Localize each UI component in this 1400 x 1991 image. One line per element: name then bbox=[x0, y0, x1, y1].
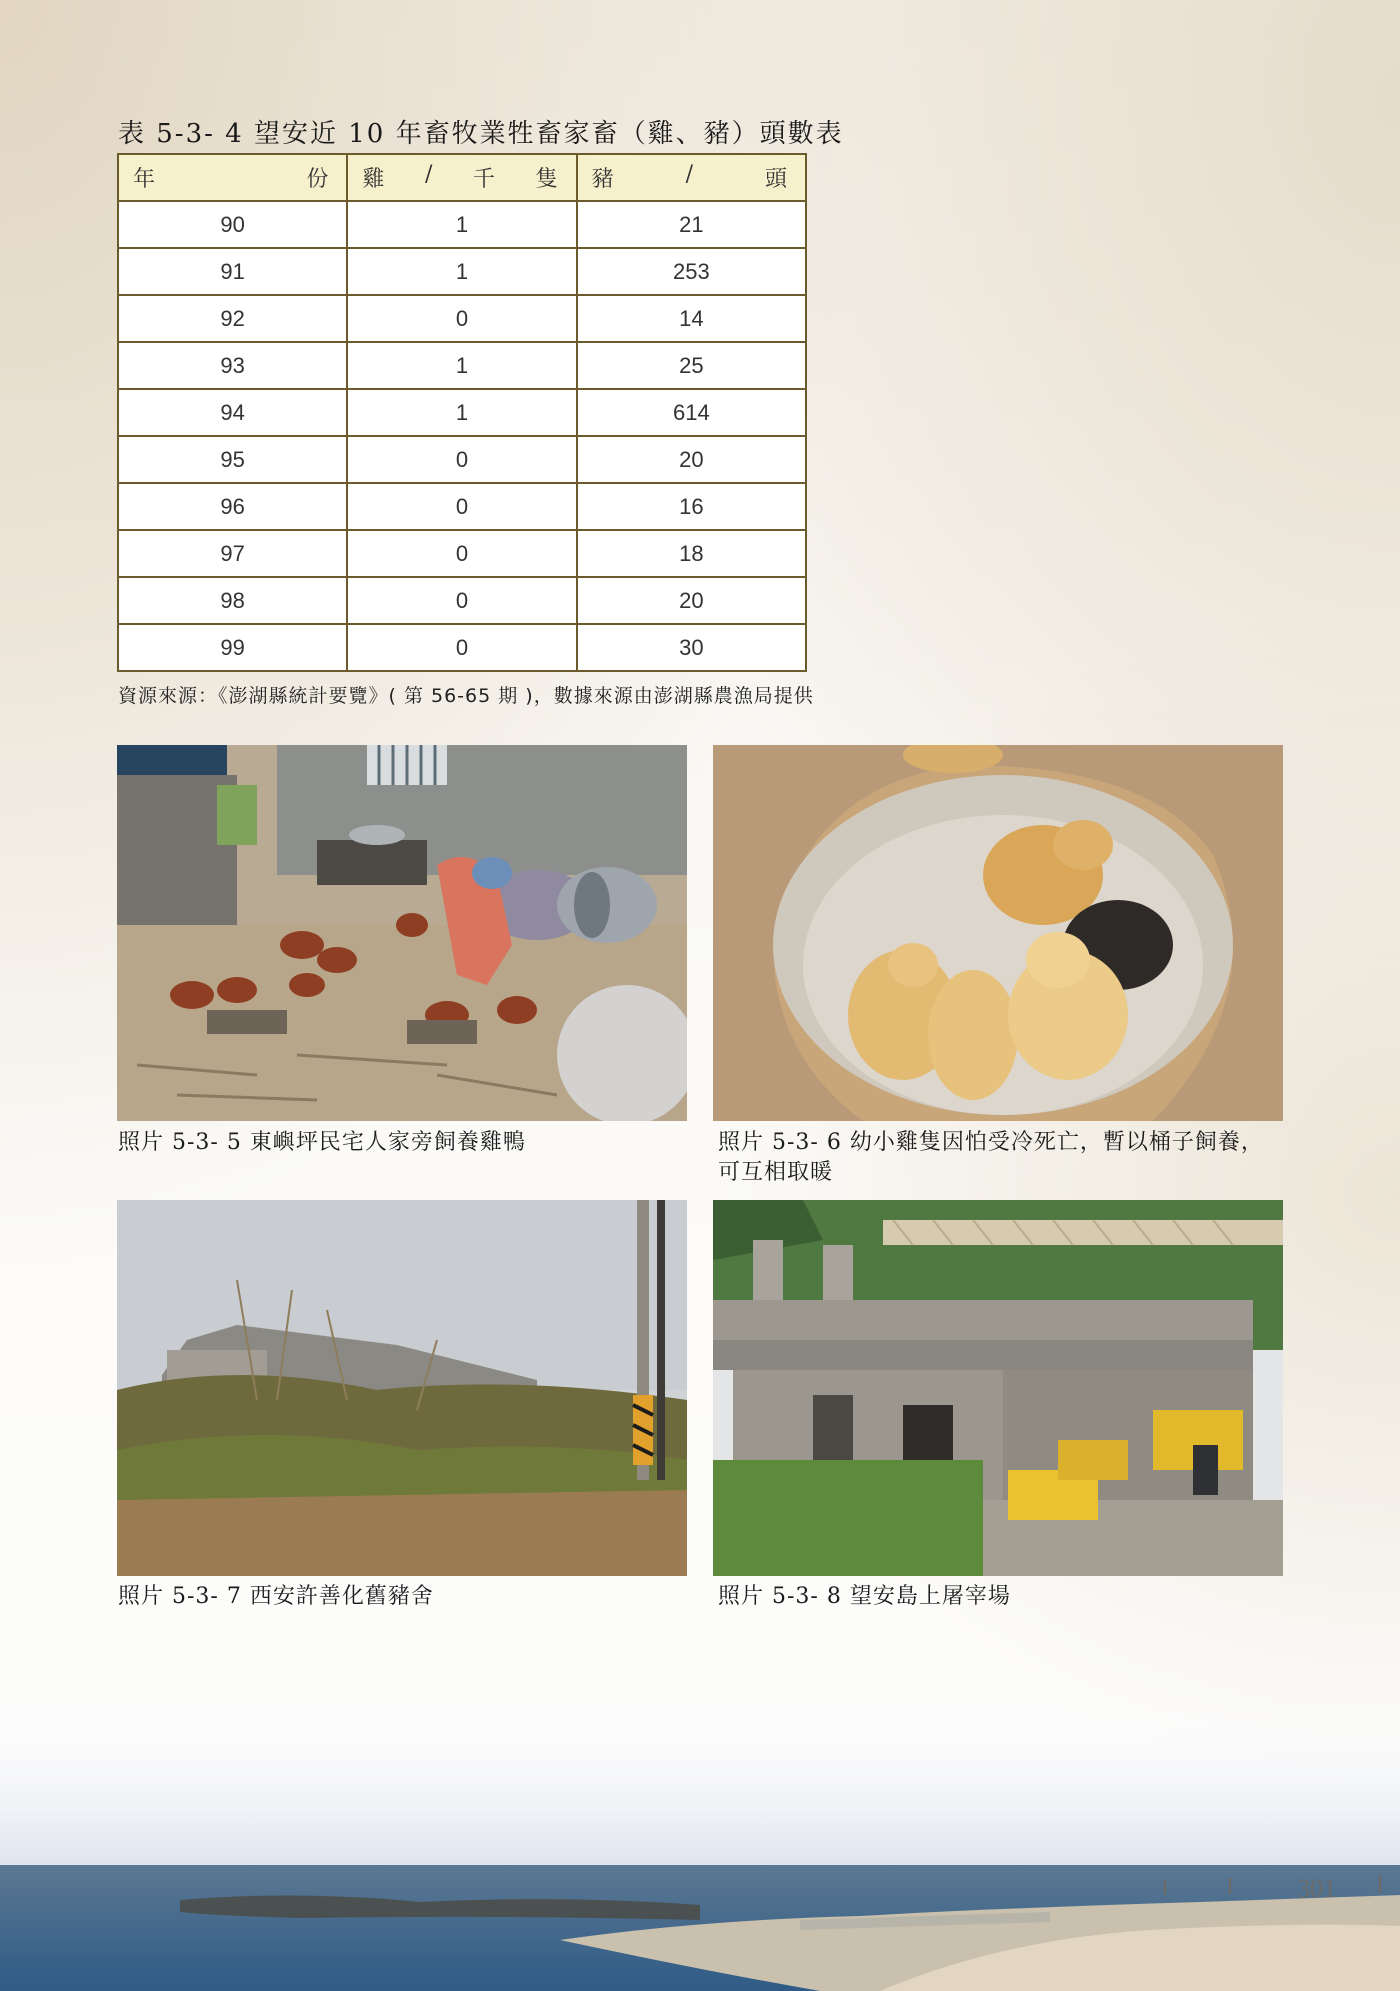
photo-old-pigsty-image bbox=[117, 1200, 687, 1576]
table-title: 表 5-3- 4 望安近 10 年畜牧業牲畜家畜（雞、豬）頭數表 bbox=[118, 119, 844, 149]
header-pig: 豬 / 頭 bbox=[577, 154, 806, 201]
cell-chicken: 1 bbox=[347, 389, 576, 436]
cell-pig: 253 bbox=[577, 248, 806, 295]
table-row bbox=[118, 295, 806, 342]
cell-pig: 614 bbox=[577, 389, 806, 436]
photo-chicks-bucket-image bbox=[713, 745, 1283, 1121]
cell-chicken: 1 bbox=[347, 201, 576, 248]
cell-pig: 25 bbox=[577, 342, 806, 389]
photo-caption-7: 照片 5-3- 7 西安許善化舊豬舍 bbox=[118, 1584, 434, 1609]
cell-year: 97 bbox=[118, 530, 347, 577]
cell-year: 94 bbox=[118, 389, 347, 436]
cell-pig: 16 bbox=[577, 483, 806, 530]
cell-pig: 18 bbox=[577, 530, 806, 577]
page-number: 301 bbox=[1297, 1874, 1336, 1903]
cell-chicken: 0 bbox=[347, 624, 576, 671]
cell-pig: 20 bbox=[577, 436, 806, 483]
cell-chicken: 1 bbox=[347, 342, 576, 389]
photo-caption-5: 照片 5-3- 5 東嶼坪民宅人家旁飼養雞鴨 bbox=[118, 1130, 526, 1155]
table-row bbox=[118, 248, 806, 295]
table-row bbox=[118, 389, 806, 436]
cell-chicken: 0 bbox=[347, 483, 576, 530]
cell-chicken: 0 bbox=[347, 295, 576, 342]
table-row bbox=[118, 530, 806, 577]
photo-slaughterhouse-image bbox=[713, 1200, 1283, 1576]
photo-caption-6: 照片 5-3- 6 幼小雞隻因怕受冷死亡，暫以桶子飼養， 可互相取暖 bbox=[718, 1130, 1264, 1185]
cell-pig: 20 bbox=[577, 577, 806, 624]
cell-chicken: 0 bbox=[347, 436, 576, 483]
photo-caption-8: 照片 5-3- 8 望安島上屠宰場 bbox=[718, 1584, 1011, 1609]
photo-old-pigsty bbox=[117, 1200, 687, 1576]
cell-chicken: 0 bbox=[347, 530, 576, 577]
header-chicken: 雞 / 千 隻 bbox=[347, 154, 576, 201]
table-row bbox=[118, 201, 806, 248]
cell-pig: 14 bbox=[577, 295, 806, 342]
cell-year: 93 bbox=[118, 342, 347, 389]
photo-chickens-yard-image bbox=[117, 745, 687, 1121]
cell-year: 98 bbox=[118, 577, 347, 624]
cell-pig: 30 bbox=[577, 624, 806, 671]
cell-chicken: 1 bbox=[347, 248, 576, 295]
table-row bbox=[118, 342, 806, 389]
photo-slaughterhouse bbox=[713, 1200, 1283, 1576]
photo-chicks-bucket bbox=[713, 745, 1283, 1121]
cell-chicken: 0 bbox=[347, 577, 576, 624]
cell-year: 91 bbox=[118, 248, 347, 295]
cell-year: 92 bbox=[118, 295, 347, 342]
table-row bbox=[118, 436, 806, 483]
table-row bbox=[118, 577, 806, 624]
livestock-table bbox=[117, 153, 807, 672]
table-source-note: 資源來源：《澎湖縣統計要覽》( 第 56-65 期 )，數據來源由澎湖縣農漁局提供 bbox=[118, 685, 814, 707]
header-year: 年 份 bbox=[118, 154, 347, 201]
cell-year: 99 bbox=[118, 624, 347, 671]
cell-year: 90 bbox=[118, 201, 347, 248]
cell-year: 95 bbox=[118, 436, 347, 483]
cell-pig: 21 bbox=[577, 201, 806, 248]
cell-year: 96 bbox=[118, 483, 347, 530]
table-row bbox=[118, 624, 806, 671]
table-header-row bbox=[118, 154, 806, 201]
photo-chickens-yard bbox=[117, 745, 687, 1121]
table-row bbox=[118, 483, 806, 530]
seascape-footer-image bbox=[0, 1690, 1400, 1991]
